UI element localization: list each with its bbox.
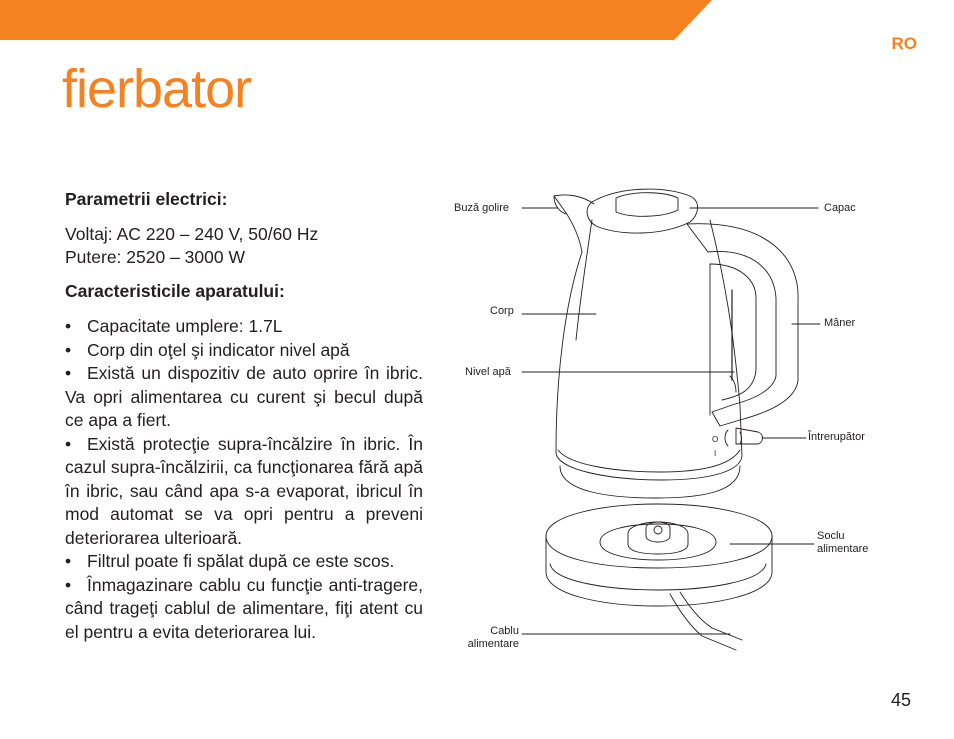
page-title: fierbator xyxy=(62,59,252,119)
label-water-level: Nivel apă xyxy=(465,366,511,378)
feature-text: Există protecţie supra-încălzire în ibric. În cazul supra-încălzirii, ca funcţionarea fără apă în ibric, sau când apa s-a evaporat, ibricul în mod automat se va opri pentru a preveni deteriorarea ulterioară. xyxy=(65,433,423,548)
kettle-switch xyxy=(736,428,763,444)
specs-text xyxy=(65,188,423,644)
switch-off-mark: O xyxy=(712,435,719,444)
label-handle: Mâner xyxy=(824,317,856,329)
kettle-handle xyxy=(687,224,798,426)
page-number: 45 xyxy=(890,690,911,710)
power-base xyxy=(546,504,772,606)
list-item xyxy=(65,550,423,574)
list-item xyxy=(65,362,423,433)
voltage-line: Voltaj: AC 220 – 240 V, 50/60 Hz xyxy=(65,223,319,244)
kettle-spout xyxy=(554,195,594,252)
language-code: RO xyxy=(891,34,917,53)
bullet-symbol: • xyxy=(65,551,72,571)
bullet-symbol: • xyxy=(65,574,72,595)
bullet-symbol: • xyxy=(65,339,72,360)
switch-on-mark: I xyxy=(714,449,717,458)
label-switch: Întrerupător xyxy=(808,431,865,443)
label-base xyxy=(817,530,868,556)
power-cable xyxy=(670,594,736,650)
label-spout: Buză golire xyxy=(454,202,510,214)
bullet-symbol: • xyxy=(65,363,72,383)
feature-text: Filtrul poate fi spălat după ce este scos. xyxy=(87,551,395,571)
power-line: Putere: 2520 – 3000 W xyxy=(65,247,245,267)
feature-text: Capacitate umplere: 1.7L xyxy=(87,316,283,336)
label-base-line1: Soclu xyxy=(817,530,845,542)
features-heading: Caracteristicile aparatului: xyxy=(65,280,285,301)
list-item xyxy=(65,574,423,645)
kettle-lid xyxy=(587,189,698,233)
feature-text: Înmagazinare cablu cu funcţie anti-tragere, când trageţi cablul de alimentare, fiţi atent cu el pentru a evita deteriorarea lui. xyxy=(65,574,423,642)
label-cable-line2: alimentare xyxy=(467,638,519,650)
kettle-diagram xyxy=(440,180,900,670)
list-item xyxy=(65,315,423,339)
list-item xyxy=(65,433,423,551)
feature-text: Corp din oţel şi indicator nivel apă xyxy=(87,339,350,360)
bullet-symbol: • xyxy=(65,316,72,336)
label-cable-line1: Cablu xyxy=(490,625,519,637)
label-cable xyxy=(456,625,519,651)
list-item xyxy=(65,339,423,363)
feature-text: Există un dispozitiv de auto oprire în ibric. Va opri alimentarea cu curent şi becul după ce apa a fiert. xyxy=(65,363,423,430)
label-base-line2: alimentare xyxy=(817,543,869,555)
bullet-symbol: • xyxy=(65,433,72,454)
header-banner xyxy=(0,0,954,40)
label-body: Corp xyxy=(490,305,514,317)
electrical-heading: Parametrii electrici: xyxy=(65,189,228,209)
label-lid: Capac xyxy=(824,202,856,214)
